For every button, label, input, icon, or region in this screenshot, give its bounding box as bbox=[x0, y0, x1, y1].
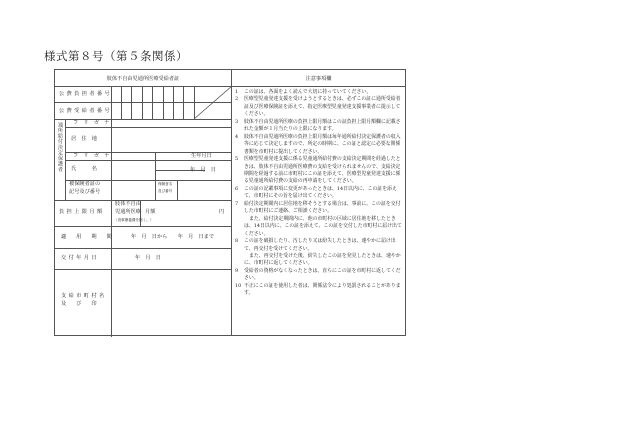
limit-desc-3: （食事療養費を除く。） bbox=[114, 218, 154, 222]
public-payer-number-input[interactable] bbox=[112, 87, 194, 102]
yen-label: 円 bbox=[219, 209, 225, 215]
note-item: 8 この証を破損したり、汚したり又は紛失したときは、速やかに届け出て、再交付を受けてください。 bbox=[235, 238, 396, 252]
limit-desc-2: 児通所医療 bbox=[115, 209, 141, 215]
public-payer-number-label: 公費負担者番号 bbox=[59, 91, 113, 97]
note-item: 6 この証の記載事項に変更があったときは、14日以内に、この証を添えて、市町村にその旨を届け出てください。 bbox=[235, 185, 397, 200]
municipality-label-1: 支給市町村名 bbox=[61, 293, 107, 299]
note-item: 7 給付決定期間内に居住地を移そうとする場合は、事前に、この証を交付した市町村にご連絡、ご相談ください。 bbox=[235, 200, 401, 215]
validity-period-label: 適 用 期 間 bbox=[61, 234, 115, 240]
public-recipient-number-label: 公費受給者番号 bbox=[59, 108, 113, 114]
notes-list bbox=[235, 89, 402, 298]
monthly-limit-label: 負担上限月額 bbox=[59, 209, 105, 215]
limit-desc-1: 肢体不自由 bbox=[115, 201, 141, 207]
birthdate-value: 年 月 日 bbox=[190, 167, 216, 173]
name-label: 氏 名 bbox=[71, 166, 97, 172]
issue-date-value: 年 月 日 bbox=[135, 255, 161, 261]
note-item: 1 この証は、各面をよく読んで大切に持っていてください。 bbox=[235, 89, 372, 95]
municipality-label-2: 及 び 印 bbox=[61, 301, 99, 307]
note-item-continued: また、再交付を受けた後、紛失したこの証を発見したときは、速やかに、市町村に返してください。 bbox=[244, 252, 401, 267]
birthdate-label: 生年月日 bbox=[191, 153, 212, 159]
monthly-amount-label: 月額 bbox=[145, 209, 156, 215]
certificate-sheet bbox=[54, 69, 406, 336]
insurer-label-1: 保険者名 bbox=[158, 182, 173, 186]
note-item: 5 医療型児童発達支援に係る児童通所給付費の支給決定期間を経過したときは、肢体不自由児通所医療費の支給を受けられませんので、支給決定期間を経過する前に市町村にこの証を添えて、医療型児童発達支援に係る児童通所給付費の支給の再申請をしてください。 bbox=[235, 156, 401, 185]
insurer-label-2: 及び番号 bbox=[158, 189, 173, 193]
validity-period-value: 年 月 日から 年 月 日まで bbox=[131, 234, 215, 240]
guardian-group-label: 通所給付決定保護者 bbox=[57, 122, 63, 173]
furigana-label-name: フ リ ガ ナ bbox=[73, 153, 110, 159]
insurance-card-label-2: 記号及び番号 bbox=[69, 189, 101, 195]
issue-date-label: 交付年月日 bbox=[61, 255, 99, 261]
note-item: 9 受給者の資格がなくなったときは、直ちにこの証を市町村に返してください。 bbox=[235, 267, 401, 282]
note-item: 2 医療型児童発達支援を受けようとするときは、必ずこの証に通所受給者証及び医療保険証を添えて、指定医療型児童発達支援事業者に提示してください。 bbox=[235, 96, 401, 118]
notes-panel bbox=[232, 70, 405, 335]
public-recipient-number-input[interactable] bbox=[112, 103, 194, 119]
note-item: 10 不正にこの証を使用した者は、関係法令により処罰されることがあります。 bbox=[235, 282, 401, 297]
address-label: 居 住 地 bbox=[71, 136, 97, 142]
certificate-title: 肢体不自由児通所医療受給者証 bbox=[55, 70, 231, 87]
void-slash-cell bbox=[194, 86, 232, 120]
certificate-panel bbox=[55, 70, 232, 335]
furigana-label-address: フ リ ガ ナ bbox=[73, 120, 110, 126]
insurance-card-label-1: 被保険者証の bbox=[69, 181, 101, 187]
notes-title: 注意事項欄 bbox=[232, 70, 405, 87]
note-item-continued: また、給付決定期間内に、他の市町村の区域に居住地を移したときは、14日以内に、この証を添えて、この証を交付した市町村に届け出てください。 bbox=[244, 215, 402, 237]
form-title: 様式第８号（第５条関係） bbox=[44, 49, 188, 63]
note-item: 3 肢体不自由児通所医療の負担上限月額はこの証負担上限月額欄に記載された金額が１月当たりの上限になります。 bbox=[235, 118, 401, 133]
note-item: 4 肢体不自由児通所医療の負担上限月額は毎年通所給付決定保護者の収入等に応じて決定しますので、所定の時期に、この証と認定に必要な関係書類を市町村に提出してください。 bbox=[235, 133, 401, 155]
